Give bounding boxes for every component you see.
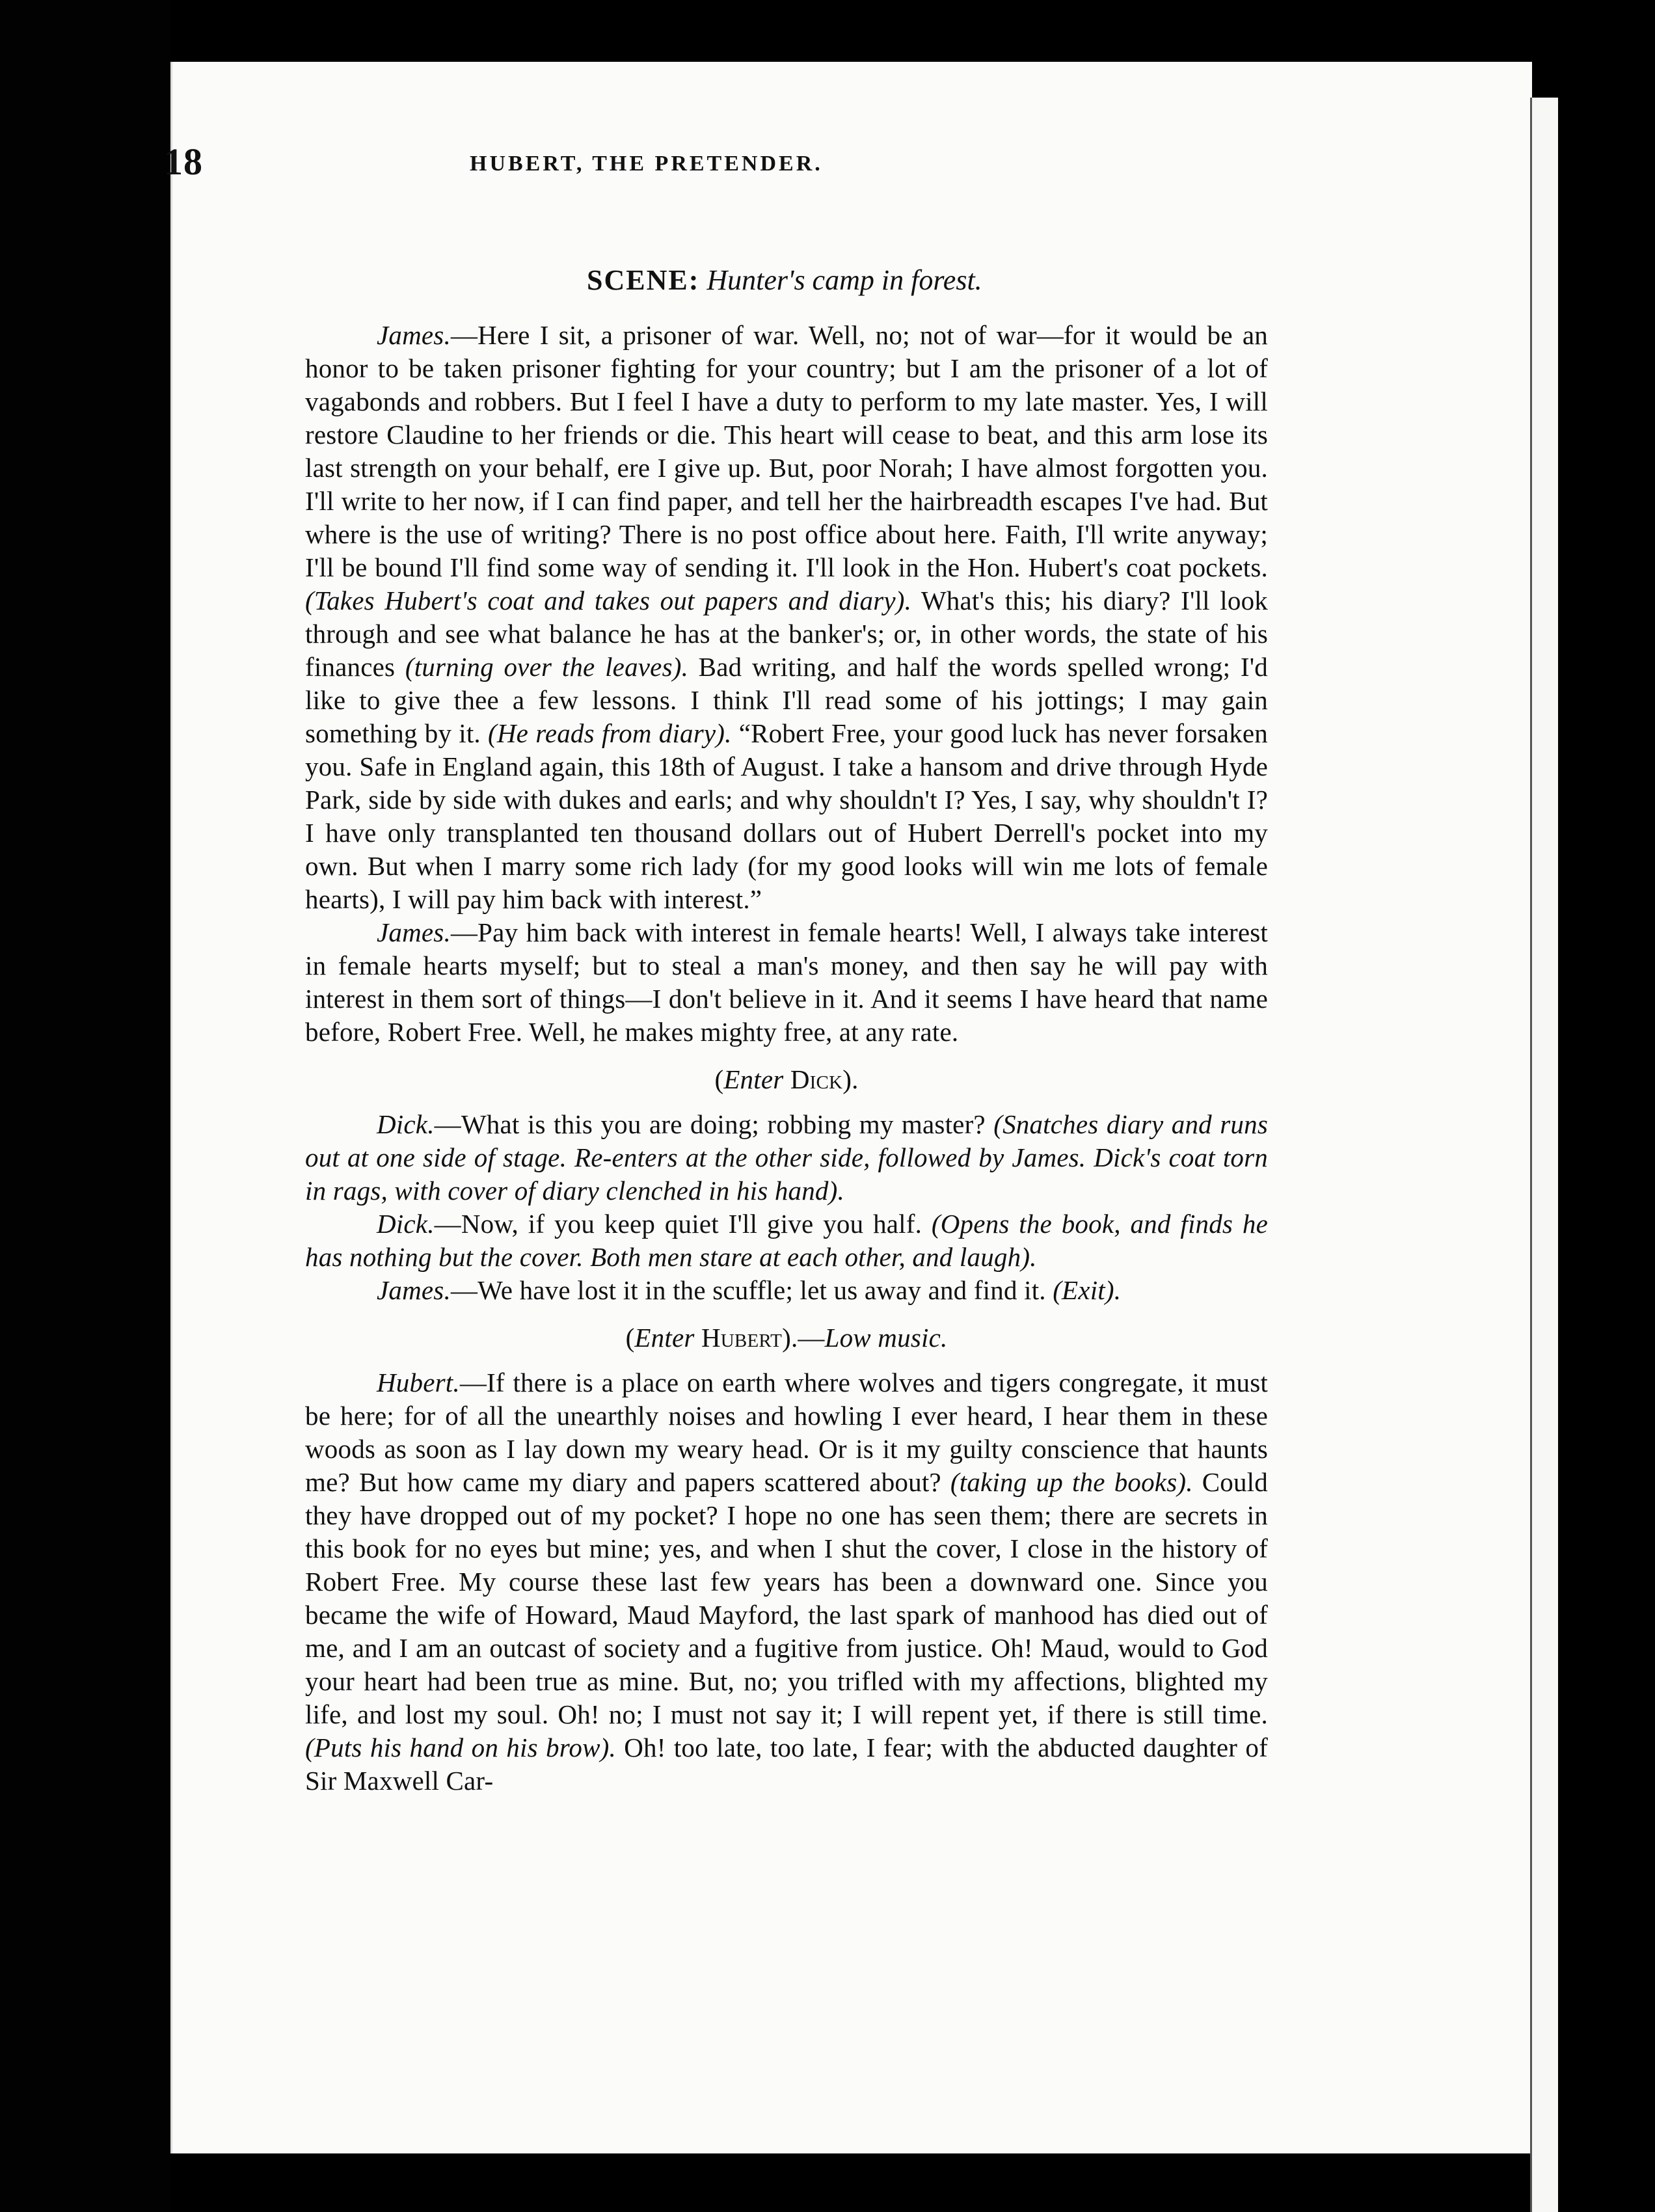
paren-open: ( [625, 1323, 635, 1353]
stage-direction: (Takes Hubert's coat and takes out papers and diary). [305, 586, 912, 615]
speaker-name: Dick. [377, 1209, 435, 1239]
speaker-name: James. [377, 1275, 451, 1305]
speech-text: —Now, if you keep quiet I'll give you half. [434, 1209, 932, 1239]
speech-text: Could they have dropped out of my pocket? I hope no one has seen them; there are secrets in this book for no eyes but mine; yes, and when I shut the cover, I close in the history of Robert Free. My course these last few years has been a downward one. Since you became the wife of Howard, Maud Mayford, the last spark of manhood has died out of me, and I am an outcast of society and a fugitive from justice. Oh! Maud, would to God your heart had been true as mine. But, no; you trifled with my affections, blighted my life, and lost my soul. Oh! no; I must not say it; I will repent yet, if there is still time. [305, 1467, 1268, 1729]
entrance-dick [305, 1063, 1268, 1096]
running-head: HUBERT, THE PRETENDER. [470, 152, 823, 176]
stage-direction: (Opens the book, and finds he has nothing but the cover. Both men stare at each other, and laugh). [305, 1209, 1268, 1272]
speech-james-3 [305, 1274, 1268, 1307]
page-number: 18 [164, 141, 203, 183]
speech-text: —Here I sit, a prisoner of war. Well, no; not of war—for it would be an honor to be taken prisoner fighting for your country; but I am the prisoner of a lot of vagabonds and robbers. But I feel I have a duty to perform to my late master. Yes, I will restore Claudine to her friends or die. This heart will cease to beat, and this arm lose its last strength on your behalf, ere I give up. But, poor Norah; I have almost forgotten you. I'll write to her now, if I can find paper, and tell her the hairbreadth escapes I've had. But where is the use of writing? There is no post office about here. Faith, I'll write anyway; I'll be bound I'll find some way of sending it. I'll look in the Hon. Hubert's coat pockets. [305, 320, 1268, 582]
page-body [305, 319, 1268, 1798]
paren-close: ).— [782, 1323, 825, 1353]
music-cue: Low music. [824, 1323, 948, 1353]
speech-text: —If there is a place on earth where wolves and tigers congregate, it must be here; for of all the unearthly noises and howling I ever heard, I hear them in these woods as soon as I lay down my weary head. Or is it my guilty conscience that haunts me? But how came my diary and papers scattered about? [305, 1368, 1268, 1497]
speech-text: Bad writing, and half the words spelled wrong; I'd like to give thee a few lessons. I think I'll read some of his jottings; I may gain something by it. [305, 652, 1268, 748]
scan-left-edge [0, 0, 170, 2212]
speaker-name: Dick. [377, 1109, 435, 1139]
speaker-name: Hubert. [377, 1368, 460, 1397]
next-page-edge [1530, 98, 1558, 2212]
speech-text: What's this; his diary? I'll look through and see what balance he has at the banker's; or, in other words, the state of his finances [305, 586, 1268, 682]
stage-direction: (He reads from diary). [488, 718, 732, 748]
paren-close: ). [842, 1064, 859, 1094]
speech-text: —We have lost it in the scuffle; let us away and find it. [450, 1275, 1053, 1305]
speech-dick-1 [305, 1108, 1268, 1207]
stage-direction: (Puts his hand on his brow). [305, 1733, 616, 1762]
stage-direction: (taking up the books). [950, 1467, 1193, 1497]
stage-direction: (Snatches diary and runs out at one side of stage. Re-enters at the other side, followed by James. Dick's coat torn in rags, with cover of diary clenched in his hand). [305, 1109, 1268, 1206]
speech-text: “Robert Free, your good luck has never forsaken you. Safe in England again, this 18th of August. I take a hansom and drive through Hyde Park, side by side with dukes and earls; and why shouldn't I? Yes, I say, why shouldn't I? I have only transplanted ten thousand dollars out of Hubert Derrell's pocket into my own. But when I marry some rich lady (for my good looks will win me lots of female hearts), I will pay him back with interest.” [305, 718, 1268, 914]
stage-direction: (Exit). [1053, 1275, 1122, 1305]
speech-text: —What is this you are doing; robbing my master? [434, 1109, 994, 1139]
speaker-name: James. [377, 917, 451, 947]
speech-hubert-1 [305, 1366, 1268, 1798]
speech-text: —Pay him back with interest in female hearts! Well, I always take interest in female hearts myself; but to steal a man's money, and then say he will pay with interest in them sort of things—I don't believe in it. And it seems I have heard that name before, Robert Free. Well, he makes mighty free, at any rate. [305, 917, 1268, 1047]
character-name: Dick [790, 1064, 843, 1094]
entrance-word: Enter [634, 1323, 695, 1353]
scene-setting: Hunter's camp in forest. [706, 264, 982, 296]
stage-direction: (turning over the leaves). [405, 652, 689, 682]
speaker-name: James. [377, 320, 451, 350]
speech-dick-2 [305, 1207, 1268, 1274]
scene-label: SCENE: [587, 264, 700, 296]
paren-open: ( [714, 1064, 724, 1094]
character-name: Hubert [701, 1323, 783, 1353]
scene-heading [587, 263, 982, 297]
speech-text: Oh! too late, too late, I fear; with the abducted daughter of Sir Maxwell Car- [305, 1733, 1268, 1796]
entrance-hubert [305, 1321, 1268, 1355]
page-header [164, 140, 1270, 192]
entrance-word: Enter [723, 1064, 784, 1094]
speech-james-2 [305, 916, 1268, 1049]
speech-james-1 [305, 319, 1268, 916]
